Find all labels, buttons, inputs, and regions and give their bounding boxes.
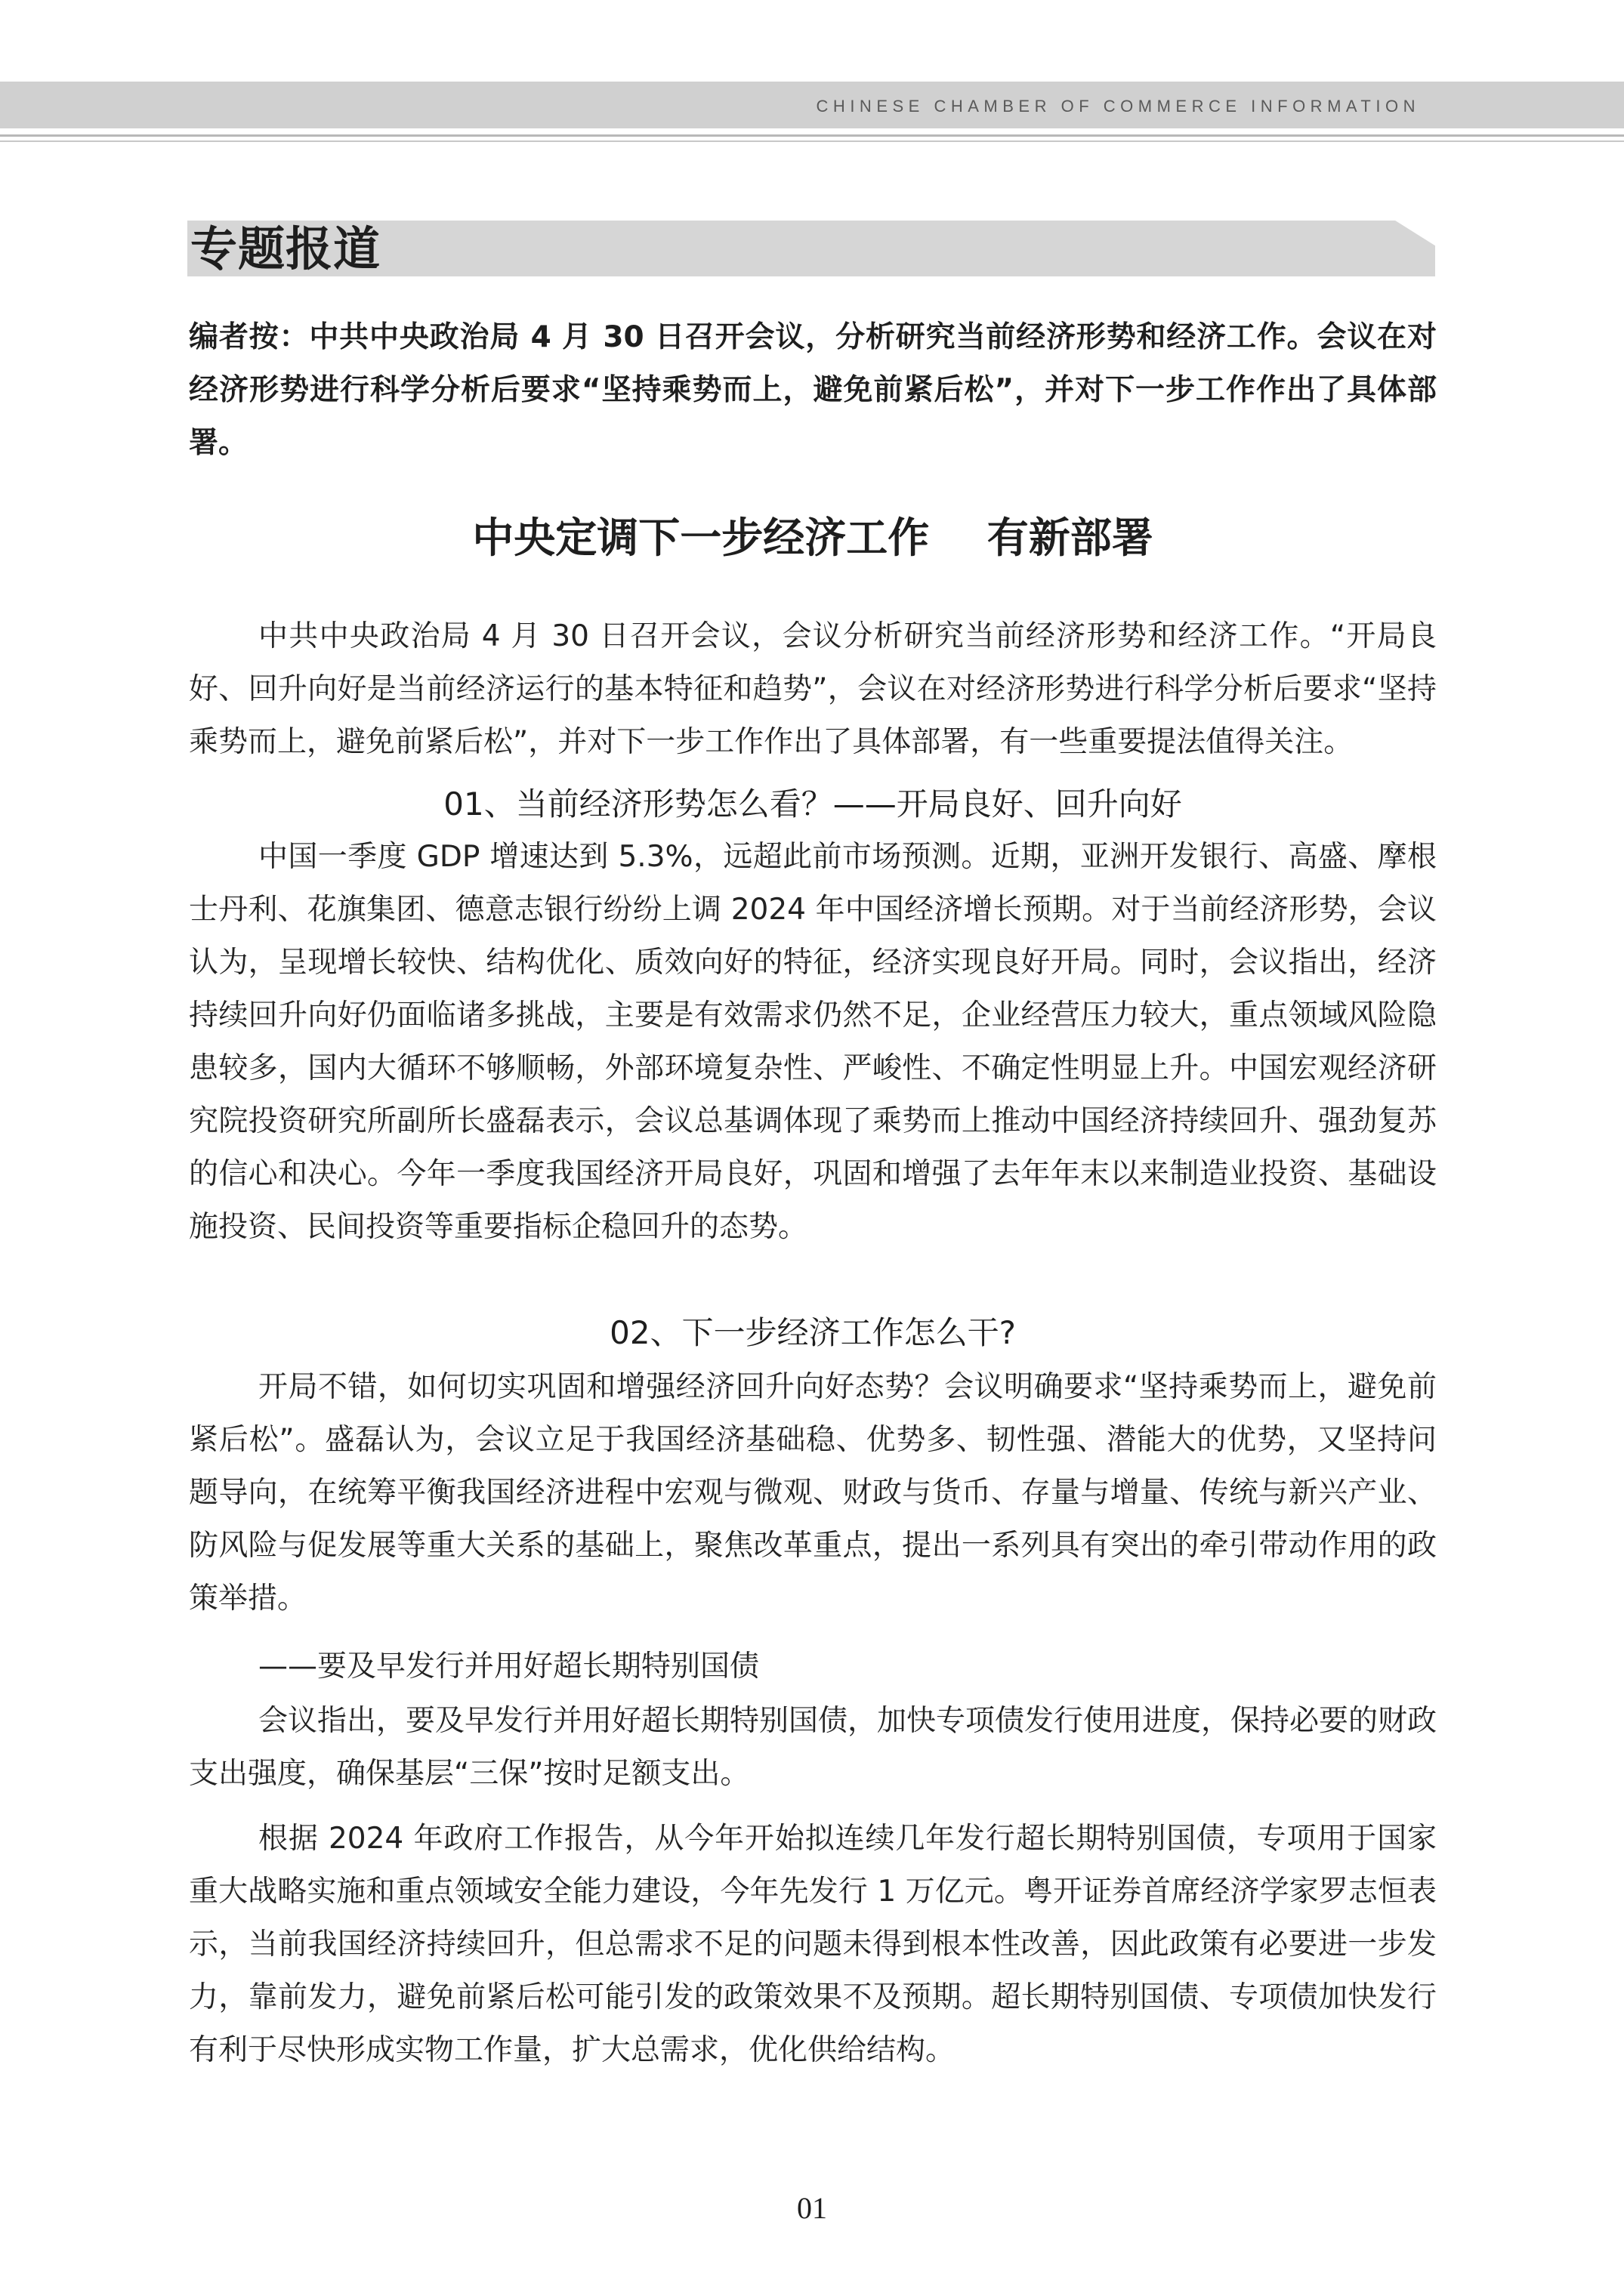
subpoint-heading: ——要及早发行并用好超长期特别国债 <box>258 1650 760 1683</box>
header-divider-thin <box>0 140 1624 142</box>
intro-paragraph: 中共中央政治局 4 月 30 日召开会议，会议分析研究当前经济形势和经济工作。“开局良好、回升向好是当前经济运行的基本特征和趋势”，会议在对经济形势进行科学分析后要求“坚持乘势而上，避免前紧后松”，并对下一步工作作出了具体部署，有一些重要提法值得关注。 <box>189 619 1437 759</box>
editor-note: 编者按：中共中央政治局 4 月 30 日召开会议，分析研究当前经济形势和经济工作。会议在对经济形势进行科学分析后要求“坚持乘势而上，避免前紧后松”，并对下一步工作作出了具体部署。 <box>189 320 1437 460</box>
closing-paragraph: 根据 2024 年政府工作报告，从今年开始拟连续几年发行超长期特别国债，专项用于国家重大战略实施和重点领域安全能力建设，今年先发行 1 万亿元。粤开证券首席经济学家罗志恒表示，当前我国经济持续回升，但总需求不足的问题未得到根本性改善，因此政策有必要进一步发力，靠前发力，避免前紧后松可能引发的政策效果不及预期。超长期特别国债、专项债加快发行有利于尽快形成实物工作量，扩大总需求，优化供给结构。 <box>189 1822 1437 2067</box>
article-title: 中央定调下一步经济工作 有新部署 <box>472 514 1153 562</box>
header-divider <box>0 134 1624 137</box>
page-number: 01 <box>797 2191 827 2225</box>
section-title: 专题报道 <box>190 221 381 276</box>
section2-paragraph: 开局不错，如何切实巩固和增强经济回升向好态势？会议明确要求“坚持乘势而上，避免前紧后松”。盛磊认为，会议立足于我国经济基础稳、优势多、韧性强、潜能大的优势，又坚持问题导向，在统筹平衡我国经济进程中宏观与微观、财政与货币、存量与增量、传统与新兴产业、防风险与促发展等重大关系的基础上，聚焦改革重点，提出一系列具有突出的牵引带动作用的政策举措。 <box>189 1370 1437 1616</box>
section1-heading: 01、当前经济形势怎么看？——开局良好、回升向好 <box>443 785 1182 822</box>
subpoint-paragraph: 会议指出，要及早发行并用好超长期特别国债，加快专项债发行使用进度，保持必要的财政支出强度，确保基层“三保”按时足额支出。 <box>189 1704 1437 1791</box>
section2-heading: 02、下一步经济工作怎么干? <box>610 1314 1016 1351</box>
section1-paragraph: 中国一季度 GDP 增速达到 5.3%，远超此前市场预测。近期，亚洲开发银行、高盛、摩根士丹利、花旗集团、德意志银行纷纷上调 2024 年中国经济增长预期。对于当前经济形势，会议认为，呈现增长较快、结构优化、质效向好的特征，经济实现良好开局。同时，会议指出，经济持续回升向好仍面临诸多挑战，主要是有效需求仍然不足，企业经营压力较大，重点领域风险隐患较多，国内大循环不够顺畅，外部环境复杂性、严峻性、不确定性明显上升。中国宏观经济研究院投资研究所副所长盛磊表示，会议总基调体现了乘势而上推动中国经济持续回升、强劲复苏的信心和决心。今年一季度我国经济开局良好，巩固和增强了去年年末以来制造业投资、基础设施投资、民间投资等重要指标企稳回升的态势。 <box>189 840 1437 1244</box>
publication-name: CHINESE CHAMBER OF COMMERCE INFORMATION <box>816 97 1420 116</box>
